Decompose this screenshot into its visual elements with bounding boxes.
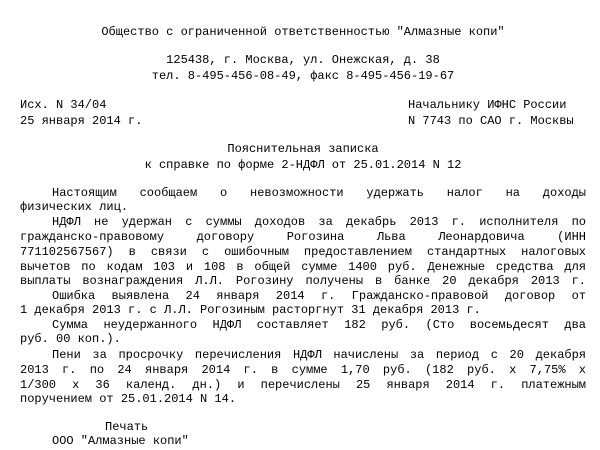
organization-name: Общество с ограниченной ответственностью "Алмазные копи" bbox=[101, 25, 505, 39]
paragraph-4-line-2: руб. 00 коп.). bbox=[20, 332, 121, 346]
paragraph-2-line-1: НДФЛ не удержан с суммы доходов за декабрь 2013 г. исполнителя по bbox=[52, 215, 586, 229]
document-title: Пояснительная записка bbox=[227, 142, 379, 156]
organization-address: 125438, г. Москва, ул. Онежская, д. 38 bbox=[166, 53, 440, 67]
outgoing-number: Исх. N 34/04 bbox=[20, 98, 107, 112]
paragraph-2-line-2: гражданско-правовому договору Рогозина Льва Леонардовича (ИНН bbox=[20, 230, 586, 244]
recipient-line-1: Начальнику ИФНС России bbox=[408, 98, 567, 112]
document-subtitle: к справке по форме 2-НДФЛ от 25.01.2014 N 12 bbox=[144, 158, 462, 172]
paragraph-3-line-1: Ошибка выявлена 24 января 2014 г. Гражданско-правовой договор от bbox=[52, 289, 586, 303]
outgoing-date: 25 января 2014 г. bbox=[20, 114, 143, 128]
paragraph-5-line-3: 1/300 x 36 календ. дн.) и перечислены 25 января 2014 г. платежным bbox=[20, 378, 586, 392]
paragraph-1-line-1: Настоящим сообщаем о невозможности удержать налог на доходы bbox=[52, 186, 586, 200]
paragraph-3-line-2: 1 декабря 2013 г. с Л.Л. Рогозиным расторгнут 31 декабря 2013 г. bbox=[20, 303, 481, 317]
paragraph-2-line-3: 771102567567) в связи с ошибочным предоставлением стандартных налоговых bbox=[20, 245, 586, 259]
paragraph-4-line-1: Сумма неудержанного НДФЛ составляет 182 руб. (Сто восемьдесят два bbox=[52, 318, 586, 332]
paragraph-5-line-1: Пени за просрочку перечисления НДФЛ начислены за период с 20 декабря bbox=[52, 348, 586, 362]
paragraph-2-line-4: вычетов по кодам 103 и 108 в общей сумме 1400 руб. Денежные средства для bbox=[20, 260, 586, 274]
paragraph-5-line-2: 2013 г. по 24 января 2014 г. в сумме 1,70 руб. (182 руб. x 7,75% x bbox=[20, 363, 586, 377]
organization-phones: тел. 8-495-456-08-49, факс 8-495-456-19-67 bbox=[151, 69, 455, 83]
recipient-line-2: N 7743 по САО г. Москвы bbox=[408, 114, 574, 128]
stamp-label: Печать bbox=[105, 420, 149, 434]
paragraph-2-line-5: выплаты вознаграждения Л.Л. Рогозину получены в банке 20 декабря 2013 г. bbox=[20, 274, 586, 288]
paragraph-5-line-4: поручением от 25.01.2014 N 14. bbox=[20, 392, 237, 406]
paragraph-1-line-2: физических лиц. bbox=[20, 200, 129, 214]
signatory-company: ООО "Алмазные копи" bbox=[52, 434, 189, 448]
